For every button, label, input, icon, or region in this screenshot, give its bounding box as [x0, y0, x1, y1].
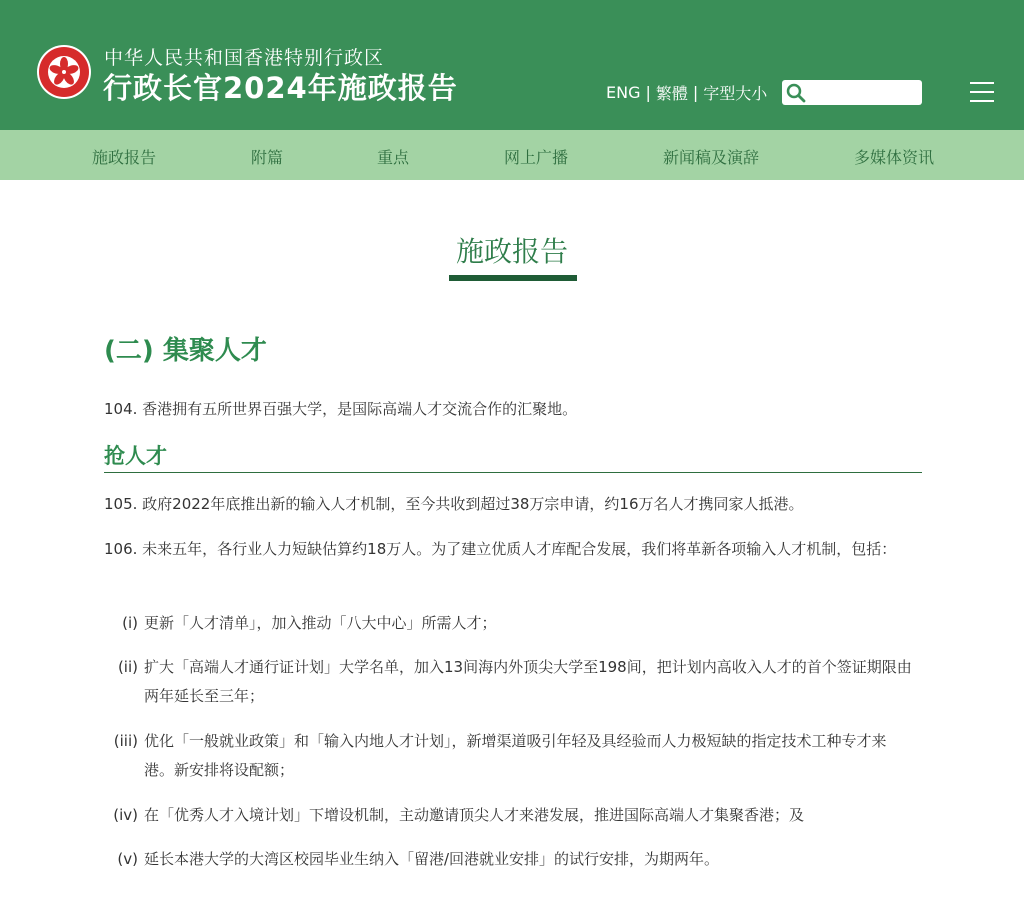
section-heading: (二) 集聚人才 — [104, 336, 267, 366]
menu-bar — [970, 91, 994, 93]
menu-bar — [970, 82, 994, 84]
list-item-text: 优化「一般就业政策」和「输入内地人才计划」，新增渠道吸引年轻及具经验而人力极短缺的指定技术工种专才来港。新安排将设配额； — [144, 732, 887, 779]
nav-item-webcast[interactable]: 网上广播 — [504, 148, 569, 167]
list-marker: (iv) — [113, 806, 138, 824]
site-header — [0, 0, 1024, 130]
nav-item-multimedia[interactable]: 多媒体资讯 — [854, 148, 935, 167]
nav-item-policy-address[interactable]: 施政报告 — [92, 148, 157, 167]
list-marker: (iii) — [113, 732, 138, 750]
lang-eng-link[interactable]: ENG — [606, 83, 641, 102]
main-nav — [0, 130, 1024, 180]
menu-bar — [970, 100, 994, 102]
hamburger-menu-icon[interactable] — [970, 82, 994, 102]
government-name: 中华人民共和国香港特别行政区 — [104, 47, 385, 69]
list-item-text: 更新「人才清单」，加入推动「八大中心」所需人才； — [144, 614, 497, 632]
language-bar — [606, 81, 767, 104]
hksar-emblem-icon[interactable] — [36, 44, 92, 100]
subheading-divider — [104, 472, 922, 473]
nav-item-supplement[interactable]: 附篇 — [251, 148, 284, 167]
list-item-text: 扩大「高端人才通行证计划」大学名单，加入13间海内外顶尖大学至198间，把计划内高收入人才的首个签证期限由两年延长至三年； — [144, 658, 912, 705]
subheading: 抢人才 — [104, 444, 167, 468]
nav-item-press-releases[interactable]: 新闻稿及演辞 — [663, 148, 760, 167]
list-item — [104, 727, 914, 785]
divider: | — [692, 83, 699, 102]
list-item — [104, 609, 914, 638]
paragraph-105: 105. 政府2022年底推出新的输入人才机制，至今共收到超过38万宗申请，约16万名人才携同家人抵港。 — [104, 495, 804, 513]
nav-item-highlights[interactable]: 重点 — [377, 148, 410, 167]
list-item — [104, 653, 914, 711]
list-marker: (ii) — [117, 658, 138, 676]
search-input[interactable] — [807, 81, 919, 105]
report-title[interactable]: 行政长官2024年施政报告 — [103, 71, 458, 105]
paragraph-104: 104. 香港拥有五所世界百强大学，是国际高端人才交流合作的汇聚地。 — [104, 400, 578, 418]
lang-traditional-link[interactable]: 繁體 — [655, 84, 688, 103]
search-box — [782, 80, 922, 105]
list-item — [104, 845, 914, 874]
search-icon[interactable] — [785, 82, 807, 104]
list-item-text: 在「优秀人才入境计划」下增设机制，主动邀请顶尖人才来港发展，推进国际高端人才集聚香港；及 — [144, 806, 805, 824]
list-item — [104, 801, 914, 830]
list-marker: (i) — [122, 614, 138, 632]
paragraph-106: 106. 未来五年，各行业人力短缺估算约18万人。为了建立优质人才库配合发展，我们将革新各项输入人才机制，包括： — [104, 540, 897, 558]
list-item-text: 延长本港大学的大湾区校园毕业生纳入「留港/回港就业安排」的试行安排，为期两年。 — [144, 850, 720, 868]
list-marker: (v) — [117, 850, 138, 868]
page-title: 施政报告 — [455, 235, 568, 268]
font-size-link[interactable]: 字型大小 — [703, 84, 768, 103]
title-underline — [449, 275, 577, 281]
divider: | — [645, 83, 651, 102]
